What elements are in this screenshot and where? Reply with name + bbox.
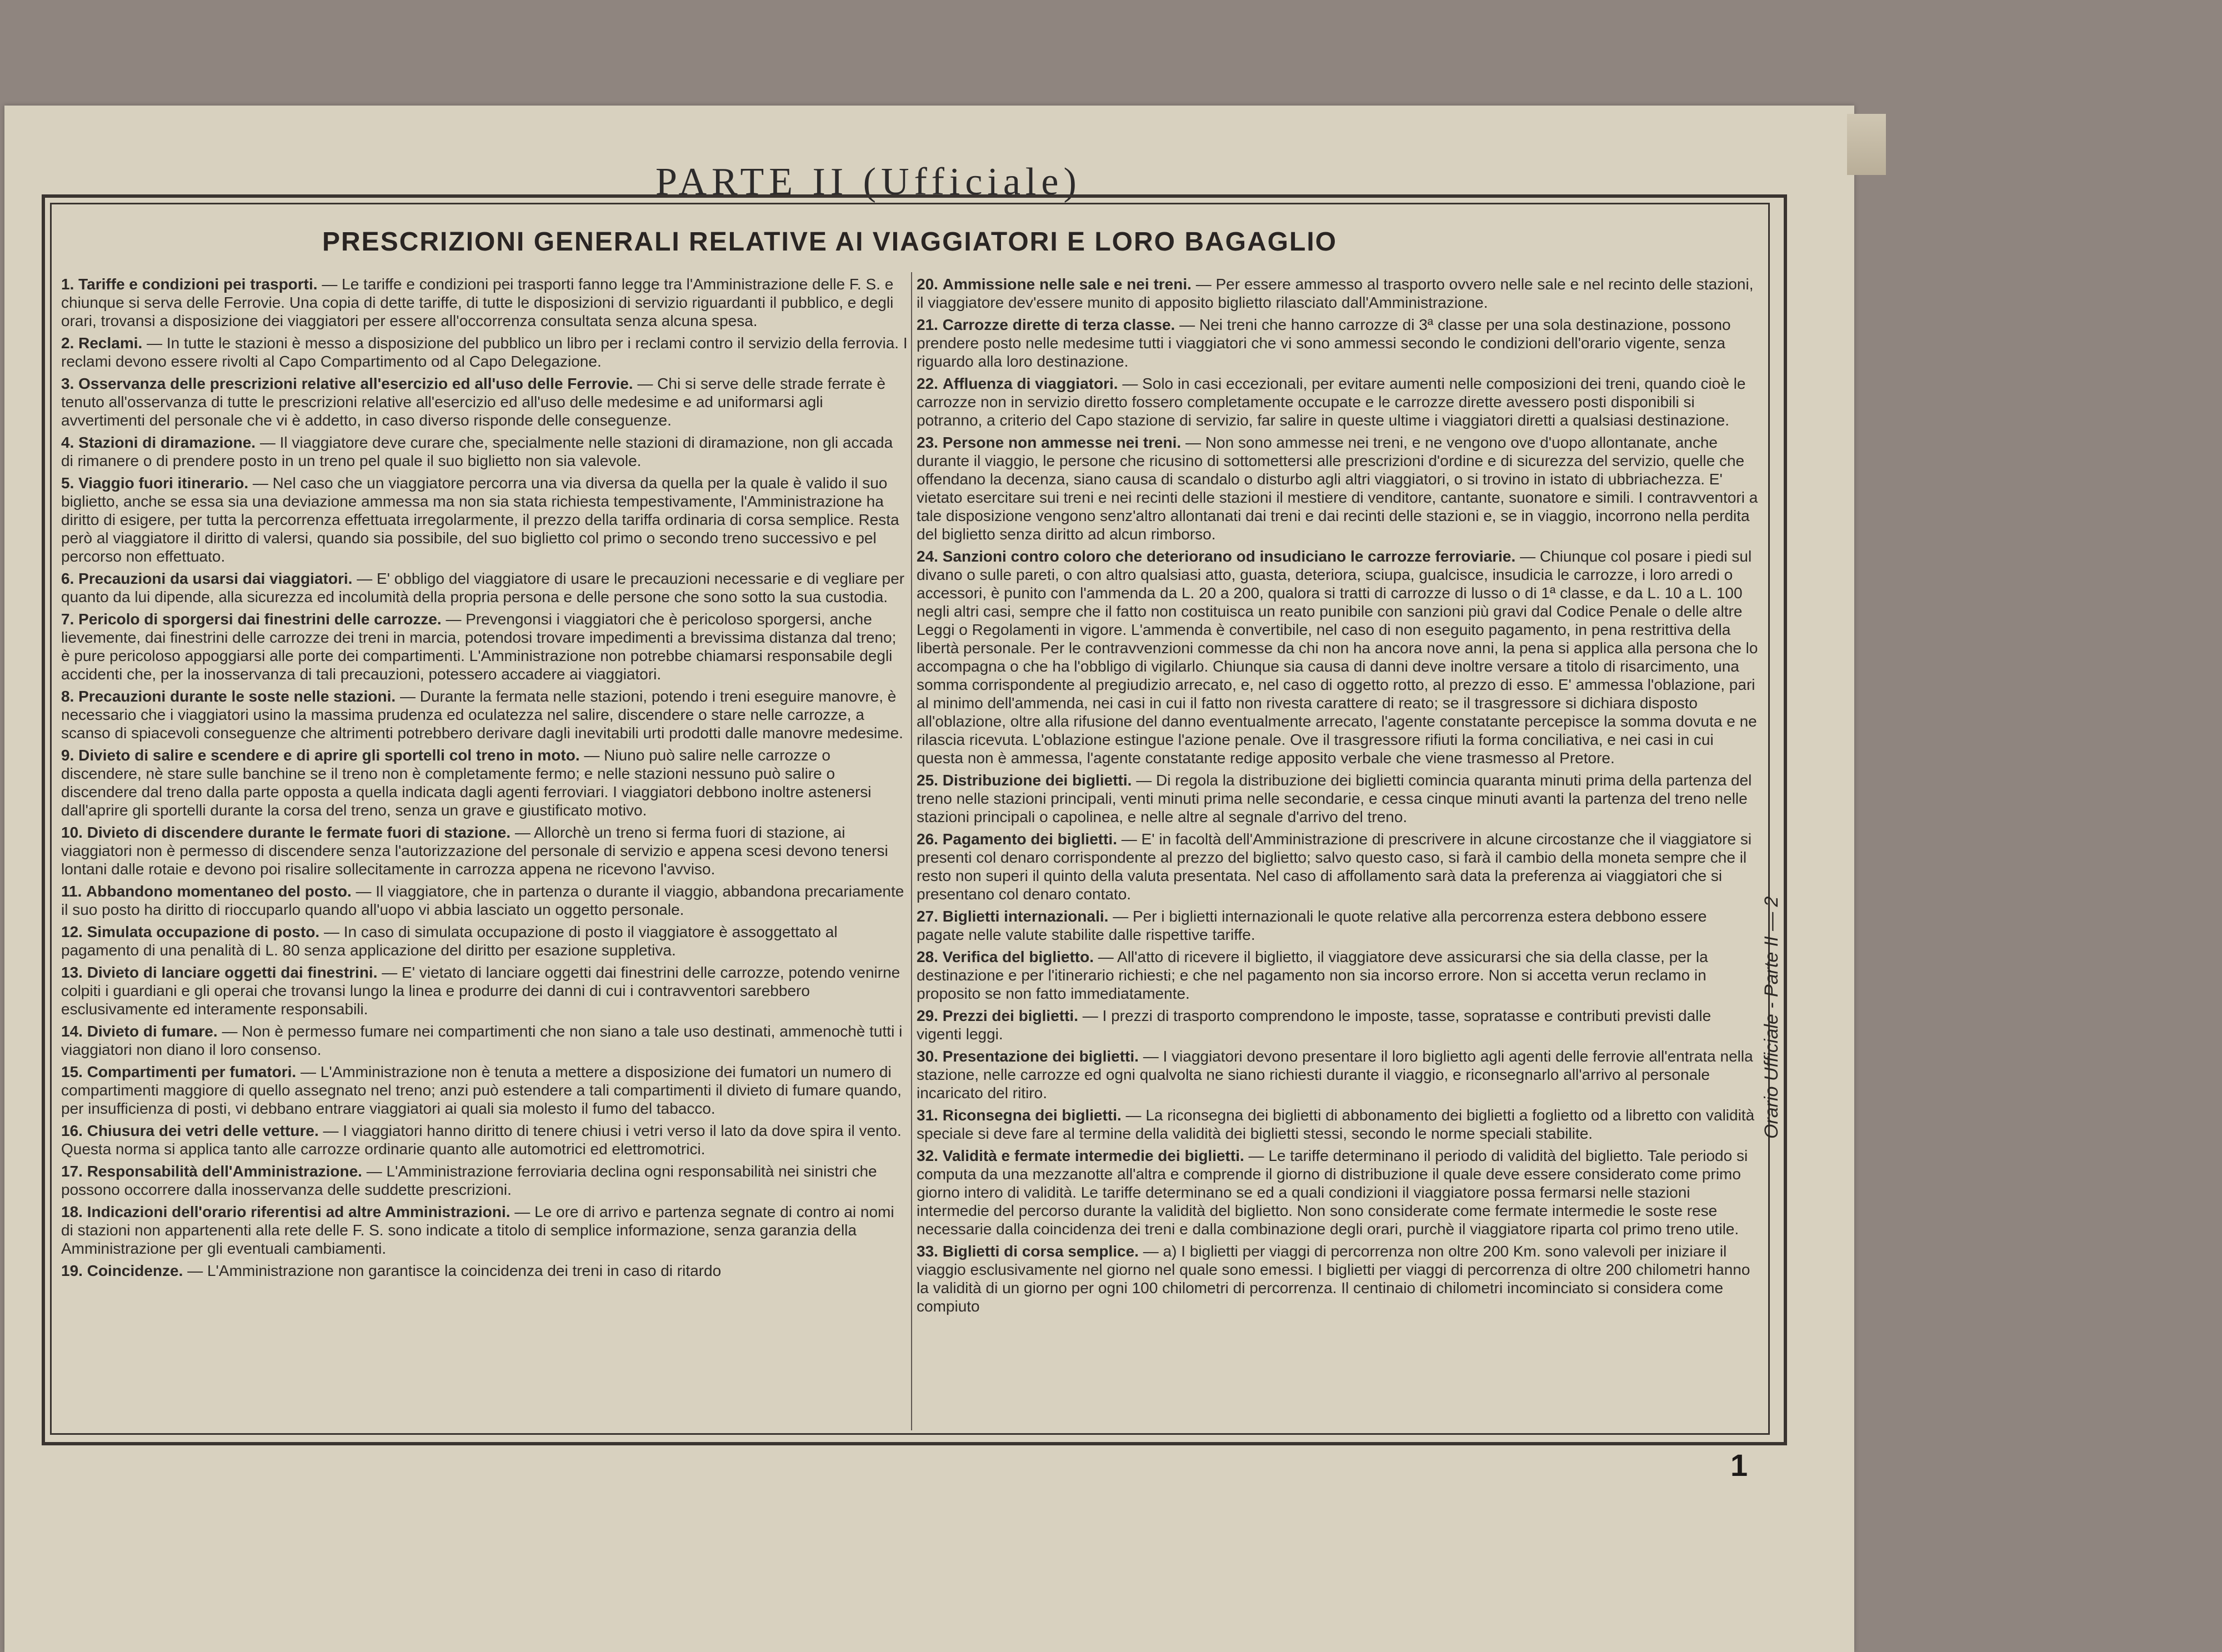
section-20: 20. Ammissione nelle sale e nei treni. — Per essere ammesso al trasporto ovvero nelle sale e nel recinto delle stazioni, il viaggiatore dev'essere munito di apposito biglietto rilasciato dall'Amministrazione.: [917, 276, 1754, 311]
section-10: 10. Divieto di discendere durante le fermate fuori di stazione. — Allorchè un treno si ferma fuori di stazione, ai viaggiatori non è permesso di discendere senza l'autorizzazione del personale di servizio e appena scesi devono tenersi lontani dalle rotaie e devono poi risalire sollecitamente in carrozza appena ne ricevono l'avviso.: [61, 824, 888, 878]
section-23: 23. Persone non ammesse nei treni. — Non sono ammesse nei treni, e ne vengono ove d'uopo allontanate, anche durante il viaggio, le persone che ricusino di sottomettersi alle prescrizioni d'ordine e di sicurezza del servizio, quelle che offendano la decenza, siano causa di scandalo o disturbo agli altri viaggiatori, o si trovino in istato di ubbriachezza. E' vietato esercitare sui treni e nei recinti delle stazioni il mestiere di venditore, cantante, suonatore e simili. I contravventori a tale disposizione vengono senz'altro allontanati dai treni e dai recinti delle stazioni e, se in viaggio, incorrono nella perdita del biglietto senza diritto ad alcun rimborso.: [917, 434, 1758, 543]
section-7: 7. Pericolo di sporgersi dai finestrini delle carrozze. — Prevengonsi i viaggiatori che è pericoloso sporgersi, anche lievemente, dai finestrini delle carrozze dei treni in marcia, potendosi trovare impedimenti a brevissima distanza dal treno; è pure pericoloso appoggiarsi alle porte dei compartimenti. L'Amministrazione non potrebbe chiamarsi responsabile degli accidenti che, per la inosservanza di tali precauzioni, potessero accadere ai viaggiatori.: [61, 610, 897, 683]
section-22: 22. Affluenza di viaggiatori. — Solo in casi eccezionali, per evitare aumenti nelle composizioni dei treni, quando cioè le carrozze non in servizio diretto fossero completamente occupate e le carrozze dirette avessero posti disponibili si potranno, a criterio del Capo stazione di servizio, far salire in queste ultime i viaggiatori diretti a qualsiasi destinazione.: [917, 375, 1746, 429]
section-27: 27. Biglietti internazionali. — Per i biglietti internazionali le quote relative alla percorrenza estera debbono essere pagate nelle valute stabilite dalle rispettive tariffe.: [917, 908, 1707, 943]
page-number: 1: [1730, 1448, 1748, 1483]
section-17: 17. Responsabilità dell'Amministrazione. — L'Amministrazione ferroviaria declina ogni responsabilità nei sinistri che possono occorrere dalla inosservanza delle suddette prescrizioni.: [61, 1163, 877, 1198]
section-25: 25. Distribuzione dei biglietti. — Di regola la distribuzione dei biglietti comincia quaranta minuti prima della partenza del treno nelle stazioni principali, venti minuti prima nelle secondarie, e cessa cinque minuti avanti la partenza del treno nelle stazioni principali o capolinea, e nelle altre al segnale d'arrivo del treno.: [917, 772, 1752, 825]
main-heading: PRESCRIZIONI GENERALI RELATIVE AI VIAGGIATORI E LORO BAGAGLIO: [322, 227, 1337, 257]
right-column: [917, 275, 1758, 1433]
section-28: 28. Verifica del biglietto. — All'atto di ricevere il biglietto, il viaggiatore deve assicurarsi che sia della classe, per la destinazione e per l'itinerario richiesti; e che nel pagamento non sia incorso errore. Non si accetta verun reclamo in proposito se non fatto immediatamente.: [917, 948, 1708, 1002]
section-3: 3. Osservanza delle prescrizioni relative all'esercizio ed all'uso delle Ferrovie. — Chi si serve delle strade ferrate è tenuto all'osservanza di tutte le prescrizioni relative all'esercizio ed all'uso delle medesime e ad uniformarsi agli avvertimenti del personale che vi è addetto, in caso diverso risponde delle conseguenze.: [61, 375, 886, 429]
section-5: 5. Viaggio fuori itinerario. — Nel caso che un viaggiatore percorra una via diversa da quella per la quale è valido il suo biglietto, anche se essa sia una deviazione ammessa ma non sia stata richiesta tempestivamente, l'Amministrazione ha diritto di esigere, per tutta la percorrenza effettuata irregolarmente, il prezzo della tariffa ordinaria di corsa semplice. Resta però al viaggiatore il diritto di valersi, quando sia possibile, del suo biglietto col primo o secondo treno successivo e pel percorso non effettuato.: [61, 474, 899, 565]
section-29: 29. Prezzi dei biglietti. — I prezzi di trasporto comprendono le imposte, tasse, sopratasse e contributi previsti dalle vigenti leggi.: [917, 1007, 1711, 1043]
section-1: 1. Tariffe e condizioni pei trasporti. — Le tariffe e condizioni pei trasporti fanno legge tra l'Amministrazione delle F. S. e chiunque si serva delle Ferrovie. Una copia di dette tariffe, di tutte le disposizioni di servizio riguardanti il pubblico, e degli orari, trovansi a disposizione dei viaggiatori per essere all'occorrenza consultata senza alcuna spesa.: [61, 276, 894, 329]
section-14: 14. Divieto di fumare. — Non è permesso fumare nei compartimenti che non siano a tale uso destinati, ammenochè tutti i viaggiatori non diano il loro consenso.: [61, 1023, 903, 1058]
side-label: Orario Ufficiale - Parte II — 2: [1761, 896, 1782, 1139]
section-11: 11. Abbandono momentaneo del posto. — Il viaggiatore, che in partenza o durante il viaggio, abbandona precariamente il suo posto ha diritto di rioccuparlo quando all'uopo vi abbia lasciato un oggetto personale.: [61, 883, 904, 918]
section-15: 15. Compartimenti per fumatori. — L'Amministrazione non è tenuta a mettere a disposizione dei fumatori un numero di compartimenti maggiore di quello assegnato nel treno; anzi può estendere a tali compartimenti il divieto di fumare quando, per insufficienza di posti, vi debbano entrare viaggiatori ai quali sia molesto il fumo del tabacco.: [61, 1063, 902, 1117]
section-12: 12. Simulata occupazione di posto. — In caso di simulata occupazione di posto il viaggiatore è assoggettato al pagamento di una penalità di L. 80 senza applicazione del diritto per esazione suppletiva.: [61, 923, 838, 959]
section-26: 26. Pagamento dei biglietti. — E' in facoltà dell'Amministrazione di prescrivere in alcune circostanze che il viaggiatore si presenti col denaro corrispondente al prezzo del biglietto; salvo questo caso, si farà il cambio della moneta sempre che il resto non superi il quinto della valuta presentata. Nel caso di affollamento sarà data la preferenza ai viaggiatori che si presentano col denaro contato.: [917, 830, 1752, 903]
section-18: 18. Indicazioni dell'orario riferentisi ad altre Amministrazioni. — Le ore di arrivo e partenza segnate di contro ai nomi di stazioni non appartenenti alla rete delle F. S. sono indicate a titolo di semplice informazione, senza garanzia della Amministrazione per gli eventuali cambiamenti.: [61, 1203, 894, 1257]
section-24: 24. Sanzioni contro coloro che deteriorano od insudiciano le carrozze ferroviarie. — Chiunque col posare i piedi sul divano o sulle pareti, o con altro qualsiasi atto, guasta, deteriora, sciupa, gualcisce, insudicia le carrozze, i loro arredi o accessori, è punito con l'ammenda da L. 20 a 200, qualora si tratti di carrozze di lusso o di 1ª classe, e da L. 10 a L. 100 negli altri casi, sempre che il fatto non costituisca un reato punibile con sanzioni più gravi dal Codice Penale o delle altre Leggi o Regolamenti in vigore. L'ammenda è convertibile, nel caso di non eseguito pagamento, in pena restrittiva della libertà personale. Per le contravvenzioni commesse da chi non ha ancora nove anni, la pena si applica alla persona che lo accompagna o che ha l'obbligo di vigilarlo. Chiunque sia causa di danni deve inoltre versare a titolo di risarcimento, una somma corrispondente al pregiudizio arrecato, e, nel caso di oggetto rotto, al prezzo di esso. E' ammessa l'oblazione, pari al minimo dell'ammenda, nei casi in cui il fatto non rivesta carattere di reato; se il trasgressore si dichiara disposto all'oblazione, oltre alla rifusione del danno eventualmente arrecato, l'agente constatante percepisce la somma dovuta e ne rilascia ricevuta. L'oblazione estingue l'azione penale. Ove il trasgressore rifiuti la forma conciliativa, e nei casi in cui questa non è ammessa, l'agente constatante redige apposito verbale che viene trasmesso al Pretore.: [917, 548, 1758, 767]
left-column: [61, 275, 908, 1433]
section-13: 13. Divieto di lanciare oggetti dai finestrini. — E' vietato di lanciare oggetti dai finestrini delle carrozze, potendo venirne colpiti i guardiani e gli operai che trovansi lungo la linea e produrre dei danni di cui i contravventori sarebbero esclusivamente ed interamente responsabili.: [61, 964, 900, 1018]
section-33: 33. Biglietti di corsa semplice. — a) I biglietti per viaggi di percorrenza non oltre 200 Km. sono valevoli per iniziare il viaggio esclusivamente nel giorno nel quale sono emessi. I biglietti per viaggi di percorrenza di oltre 200 chilometri hanno la validità di un giorno per ogni 100 chilometri di percorrenza. Il centinaio di chilometri incominciato si considera come compiuto: [917, 1243, 1750, 1315]
section-8: 8. Precauzioni durante le soste nelle stazioni. — Durante la fermata nelle stazioni, potendo i treni eseguire manovre, è necessario che i viaggiatori usino la massima prudenza ed oculatezza nel salire, discendere o stare nelle carrozze, a scanso di spiacevoli conseguenze che altrimenti potrebbero derivare dagli inevitabili urti prodotti dalle manovre medesime.: [61, 688, 903, 742]
section-4: 4. Stazioni di diramazione. — Il viaggiatore deve curare che, specialmente nelle stazioni di diramazione, non gli accada di rimanere o di prendere posto in un treno pel quale il suo biglietto non sia valevole.: [61, 434, 893, 469]
section-6: 6. Precauzioni da usarsi dai viaggiatori. — E' obbligo del viaggiatore di usare le precauzioni necessarie e di vegliare per quanto da lui dipende, alla sicurezza ed incolumità della propria persona e delle persone che sono sotto la sua custodia.: [61, 570, 905, 605]
section-31: 31. Riconsegna dei biglietti. — La riconsegna dei biglietti di abbonamento dei biglietti a foglietto od a libretto con validità speciale si deve fare al termine della validità dei biglietti stessi, secondo le norme speciali stabilite.: [917, 1107, 1755, 1142]
section-2: 2. Reclami. — In tutte le stazioni è messo a disposizione del pubblico un libro per i reclami contro il servizio della ferrovia. I reclami devono essere rivolti al Capo Compartimento od al Capo Delegazione.: [61, 334, 908, 370]
section-16: 16. Chiusura dei vetri delle vetture. — I viaggiatori hanno diritto di tenere chiusi i vetri verso il lato da dove spira il vento. Questa norma si applica tanto alle carrozze ordinarie quanto alle automotrici ed elettromotrici.: [61, 1122, 902, 1158]
section-19: 19. Coincidenze. — L'Amministrazione non garantisce la coincidenza dei treni in caso di ritardo: [61, 1262, 722, 1279]
section-32: 32. Validità e fermate intermedie dei biglietti. — Le tariffe determinano il periodo di validità del biglietto. Tale periodo si computa da una mezzanotte all'altra e comprende il giorno di distribuzione il quale deve essere considerato come primo giorno intero di validità. Le tariffe determinano se ed a quali condizioni il viaggiatore possa fermarsi nelle stazioni intermedie del percorso durante la validità del biglietto. Non sono considerate come fermate intermedie le soste rese necessarie dalla coincidenza dei treni e dalla combinazione degli orari, purchè il viaggiatore riparta col primo treno utile.: [917, 1147, 1748, 1238]
column-divider: [911, 272, 912, 1430]
section-30: 30. Presentazione dei biglietti. — I viaggiatori devono presentare il loro biglietto agli agenti delle ferrovie all'entrata nella stazione, nelle carrozze ed ogni qualvolta ne siano richiesti durante il viaggio, e riconsegnarlo all'arrivo al personale incaricato del ritiro.: [917, 1048, 1753, 1102]
section-21: 21. Carrozze dirette di terza classe. — Nei treni che hanno carrozze di 3ª classe per una sola destinazione, possono prendere posto nelle medesime tutti i viaggiatori che vi sono ammessi secondo le condizioni dell'orario vigente, senza riguardo alla loro destinazione.: [917, 316, 1731, 370]
section-9: 9. Divieto di salire e scendere e di aprire gli sportelli col treno in moto. — Niuno può salire nelle carrozze o discendere, nè stare sulle banchine se il treno non è completamente fermo; e nelle stazioni nessuno può salire o discendere dal treno dalla parte opposta a quella indicata dagli agenti ferroviari. I viaggiatori debbono inoltre astenersi dall'aprire gli sportelli durante la corsa del treno, senza un grave e giustificato motivo.: [61, 747, 872, 819]
part-title: PARTE II (Ufficiale): [655, 161, 1082, 203]
page-edge-stack: [1847, 114, 1886, 175]
